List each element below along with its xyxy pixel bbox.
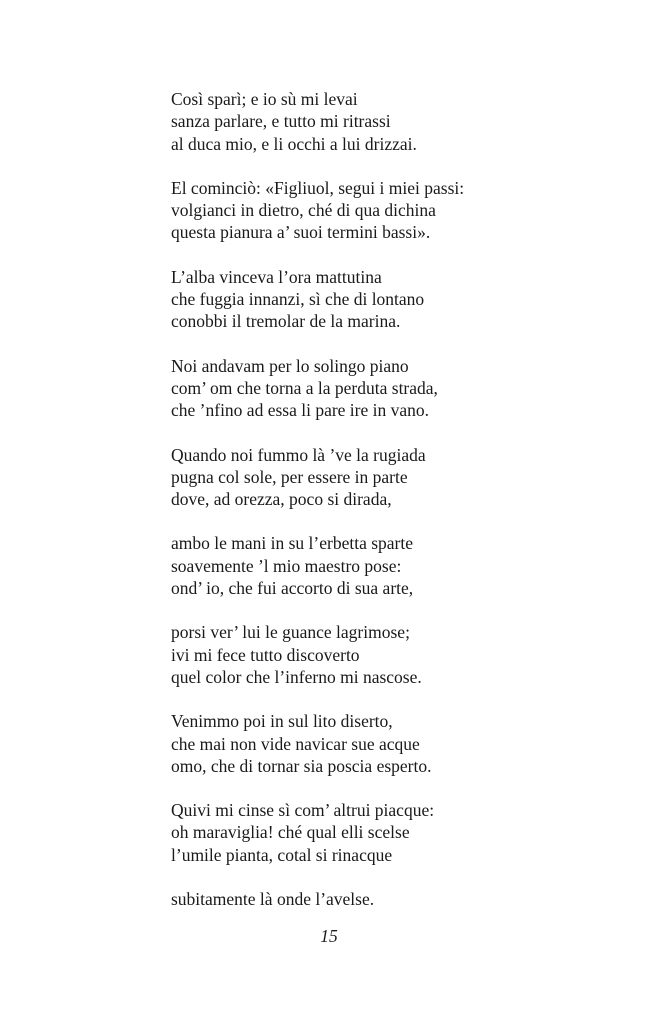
page-number: 15 bbox=[320, 926, 338, 946]
stanza-2 bbox=[171, 177, 611, 244]
verse-line: questa pianura a’ suoi termini bassi». bbox=[171, 222, 431, 243]
verse-line: subitamente là onde l’avelse. bbox=[171, 889, 375, 910]
verse-line: L’alba vinceva l’ora mattutina bbox=[171, 266, 382, 287]
verse-line: ivi mi fece tutto discoverto bbox=[171, 644, 360, 665]
stanza-3 bbox=[171, 266, 611, 333]
verse-line: omo, che di tornar sia poscia esperto. bbox=[171, 755, 432, 776]
verse-line: El cominciò: «Figliuol, segui i miei passi: bbox=[171, 177, 465, 198]
verse-line: che mai non vide navicar sue acque bbox=[171, 733, 420, 754]
verse-line: quel color che l’inferno mi nascose. bbox=[171, 666, 422, 687]
stanza-6 bbox=[171, 532, 611, 599]
verse-line: Venimmo poi in sul lito diserto, bbox=[171, 711, 393, 732]
verse-line: Quivi mi cinse sì com’ altrui piacque: bbox=[171, 800, 435, 821]
verse-line: sanza parlare, e tutto mi ritrassi bbox=[171, 111, 391, 132]
verse-line: porsi ver’ lui le guance lagrimose; bbox=[171, 622, 410, 643]
stanza-9 bbox=[171, 799, 611, 866]
stanza-7 bbox=[171, 621, 611, 688]
verse-line: che ’nfino ad essa li pare ire in vano. bbox=[171, 400, 430, 421]
verse-line: conobbi il tremolar de la marina. bbox=[171, 311, 401, 332]
stanza-8 bbox=[171, 710, 611, 777]
stanza-4 bbox=[171, 355, 611, 422]
verse-line: l’umile pianta, cotal si rinacque bbox=[171, 844, 393, 865]
verse-line: soavemente ’l mio maestro pose: bbox=[171, 555, 402, 576]
verse-line: pugna col sole, per essere in parte bbox=[171, 466, 408, 487]
verse-line: volgianci in dietro, ché di qua dichina bbox=[171, 200, 436, 221]
verse-line: ond’ io, che fui accorto di sua arte, bbox=[171, 578, 414, 599]
verse-line: Noi andavam per lo solingo piano bbox=[171, 355, 409, 376]
verse-line: al duca mio, e li occhi a lui drizzai. bbox=[171, 133, 417, 154]
verse-line: Quando noi fummo là ’ve la rugiada bbox=[171, 444, 426, 465]
verse-line: Così sparì; e io sù mi levai bbox=[171, 89, 358, 109]
verse-line: che fuggia innanzi, sì che di lontano bbox=[171, 289, 425, 310]
poem-text bbox=[171, 88, 611, 932]
verse-line: oh maraviglia! ché qual elli scelse bbox=[171, 822, 410, 843]
stanza-5 bbox=[171, 444, 611, 511]
stanza-10 bbox=[171, 888, 611, 910]
verse-line: ambo le mani in su l’erbetta sparte bbox=[171, 533, 414, 554]
verse-line: dove, ad orezza, poco si dirada, bbox=[171, 489, 392, 510]
verse-line: com’ om che torna a la perduta strada, bbox=[171, 377, 438, 398]
stanza-1 bbox=[171, 88, 611, 155]
